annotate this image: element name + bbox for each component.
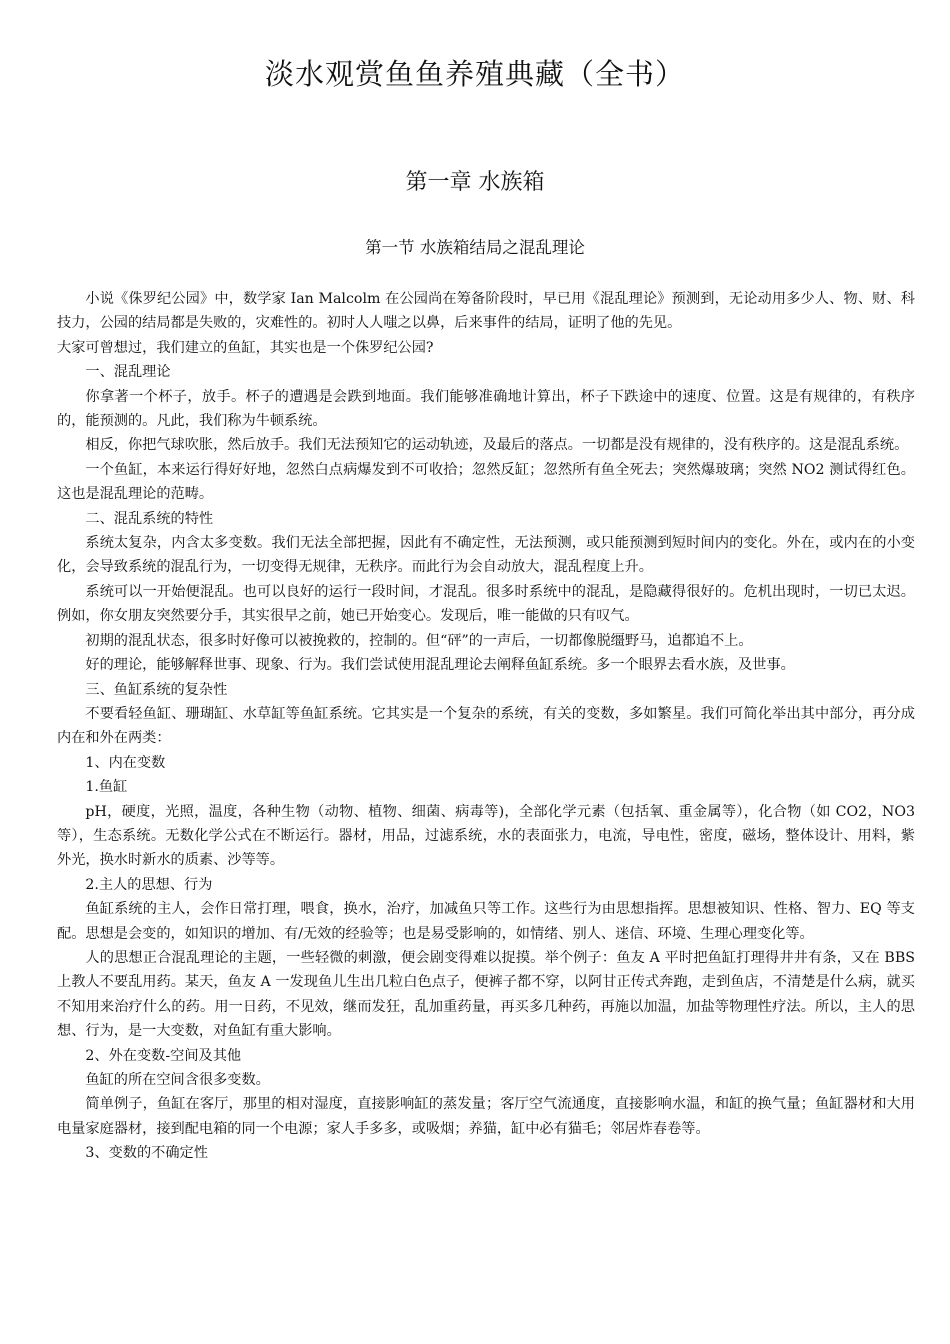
document-title: 淡水观赏鱼鱼养殖典藏（全书） [264, 57, 685, 91]
paragraph: 鱼缸系统的主人，会作日常打理，喂食，换水，治疗，加减鱼只等工作。这些行为由思想指挥。思想被知识、性格、智力、EQ 等支配。思想是会变的，如知识的增加、有/无效的经验等；也是易受影响的，如情绪、别人、迷信、环境、生理心理变化等。 [57, 901, 915, 942]
paragraph: 好的理论，能够解释世事、现象、行为。我们尝试使用混乱理论去阐释鱼缸系统。多一个眼界去看水族，及世事。 [85, 657, 795, 674]
paragraph: 3、变数的不确定性 [85, 1145, 208, 1162]
paragraph: 1.鱼缸 [85, 779, 128, 796]
paragraph: 一个鱼缸，本来运行得好好地，忽然白点病爆发到不可收拾；忽然反缸；忽然所有鱼全死去；突然爆玻璃；突然 NO2 测试得红色。这也是混乱理论的范畴。 [57, 461, 915, 503]
paragraph: 系统太复杂，内含太多变数。我们无法全部把握，因此有不确定性，无法预测，或只能预测到短时间内的变化。外在，或内在的小变化，会导致系统的混乱行为，一切变得无规律，无秩序。而此行为会自动放大，混乱程度上升。 [57, 535, 915, 576]
section-heading: 第一节 水族箱结局之混乱理论 [365, 238, 585, 257]
paragraph: 大家可曾想过，我们建立的鱼缸，其实也是一个侏罗纪公园? [57, 339, 434, 356]
paragraph: 三、鱼缸系统的复杂性 [85, 681, 228, 698]
chapter-heading: 第一章 水族箱 [405, 170, 545, 195]
paragraph: 系统可以一开始便混乱。也可以良好的运行一段时间，才混乱。很多时系统中的混乱，是隐藏得很好的。危机出现时，一切已太迟。例如，你女朋友突然要分手，其实很早之前，她已开始变心。发现后，唯一能做的只有叹气。 [57, 583, 915, 625]
paragraph: 小说《侏罗纪公园》中，数学家 Ian Malcolm 在公园尚在筹备阶段时，早已用《混乱理论》预测到，无论动用多少人、物、财、科技力，公园的结局都是失败的，灾难性的。初时人人嗤之以鼻，后来事件的结局，证明了他的先见。 [57, 291, 915, 332]
paragraph: pH，硬度，光照，温度，各种生物（动物、植物、细菌、病毒等)，全部化学元素（包括氧、重金属等），化合物（如 CO2，NO3 等），生态系统。无数化学公式在不断运行。器材，用品，过滤系统，水的表面张力，电流，导电性，密度，磁场，整体设计、用料，紫外光，换水时新水的质素、沙等等。 [57, 803, 915, 869]
paragraph: 人的思想正合混乱理论的主题，一些轻微的刺激，便会剧变得难以捉摸。举个例子：鱼友 A 平时把鱼缸打理得井井有条，又在 BBS 上教人不要乱用药。某天，鱼友 A 一发现鱼儿生出几粒白色点子，便裤子都不穿，以阿甘正传式奔跑，走到鱼店，不清楚是什么病，就买不知用来治疗什么的药。用一日药，不见效，继而发狂，乱加重药量，再买多几种药，再施以加温，加盐等物理性疗法。所以，主人的思想、行为，是一大变数，对鱼缸有重大影响。 [57, 949, 915, 1040]
paragraph: 2、外在变数-空间及其他 [85, 1047, 242, 1064]
paragraph: 初期的混乱状态，很多时好像可以被挽救的，控制的。但“砰”的一声后，一切都像脱缰野马，追都追不上。 [85, 632, 753, 649]
document-body [57, 287, 915, 1166]
paragraph: 简单例子，鱼缸在客厅，那里的相对湿度，直接影响缸的蒸发量；客厅空气流通度，直接影响水温，和缸的换气量；鱼缸器材和大用电量家庭器材，接到配电箱的同一个电源；家人手多多，或吸烟；养猫，缸中必有猫毛；邻居炸春卷等。 [57, 1096, 915, 1137]
paragraph: 相反，你把气球吹胀，然后放手。我们无法预知它的运动轨迹，及最后的落点。一切都是没有规律的，没有秩序的。这是混乱系统。 [85, 437, 909, 454]
paragraph: 不要看轻鱼缸、珊瑚缸、水草缸等鱼缸系统。它其实是一个复杂的系统，有关的变数，多如繁星。我们可简化举出其中部分，再分成内在和外在两类： [57, 705, 915, 747]
paragraph: 你拿著一个杯子，放手。杯子的遭遇是会跌到地面。我们能够准确地计算出，杯子下跌途中的速度、位置。这是有规律的，有秩序的，能预测的。凡此，我们称为牛顿系统。 [57, 388, 915, 430]
paragraph: 2.主人的思想、行为 [85, 876, 213, 893]
paragraph: 二、混乱系统的特性 [85, 510, 214, 527]
paragraph: 一、混乱理论 [85, 364, 171, 381]
paragraph: 鱼缸的所在空间含很多变数。 [85, 1072, 270, 1088]
paragraph: 1、内在变数 [85, 754, 166, 771]
